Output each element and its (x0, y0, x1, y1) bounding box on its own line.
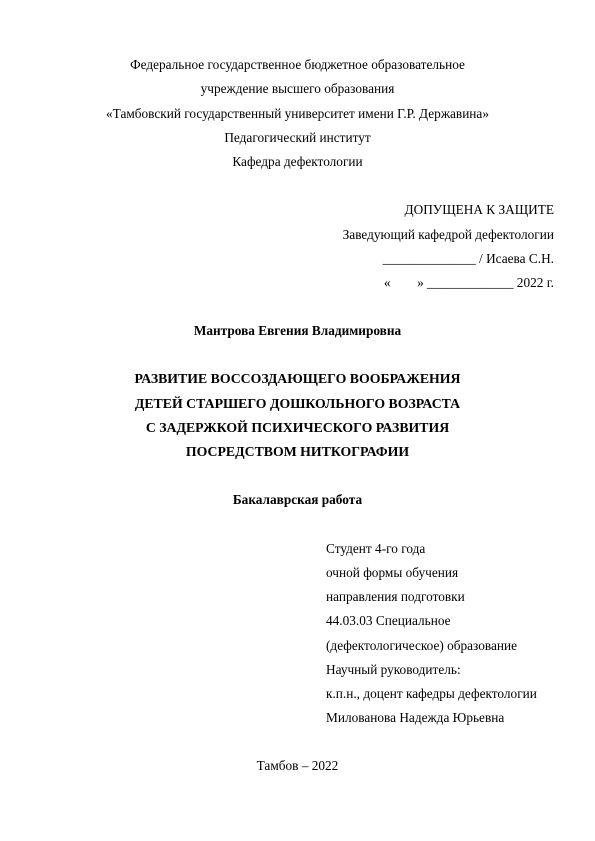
approval-date: « » _____________ 2022 г. (383, 275, 554, 290)
student-info-line-8: Милованова Надежда Юрьевна (326, 710, 505, 725)
student-info-line-4: 44.03.03 Специальное (326, 613, 451, 628)
approval-position: Заведующий кафедрой дефектологии (342, 227, 554, 242)
student-info-line-3: направления подготовки (326, 589, 465, 604)
title-line-2: ДЕТЕЙ СТАРШЕГО ДОШКОЛЬНОГО ВОЗРАСТА (134, 396, 461, 411)
title-line-3: С ЗАДЕРЖКОЙ ПСИХИЧЕСКОГО РАЗВИТИЯ (145, 420, 450, 435)
approval-status: ДОПУЩЕНА К ЗАЩИТЕ (404, 202, 554, 217)
header-line-1: Федеральное государственное бюджетное образовательное (130, 57, 465, 72)
approval-signature: ______________ / Исаева С.Н. (382, 251, 554, 266)
header-line-4: Педагогический институт (224, 130, 371, 145)
header-line-5: Кафедра дефектологии (232, 154, 363, 169)
footer-city-year: Тамбов – 2022 (256, 758, 339, 773)
author-name: Мантрова Евгения Владимировна (193, 323, 402, 338)
student-info-line-2: очной формы обучения (326, 565, 459, 580)
title-line-4: ПОСРЕДСТВОМ НИТКОГРАФИИ (185, 444, 410, 459)
work-type: Бакалаврская работа (232, 492, 363, 507)
header-line-2: учреждение высшего образования (200, 81, 395, 96)
student-info-line-7: к.п.н., доцент кафедры дефектологии (326, 686, 537, 701)
student-info-line-5: (дефектологическое) образование (326, 638, 518, 653)
header-line-3: «Тамбовский государственный университет имени Г.Р. Державина» (106, 106, 489, 121)
student-info-line-1: Студент 4-го года (326, 541, 426, 556)
student-info-line-6: Научный руководитель: (326, 662, 461, 677)
title-line-1: РАЗВИТИЕ ВОССОЗДАЮЩЕГО ВООБРАЖЕНИЯ (134, 371, 461, 386)
